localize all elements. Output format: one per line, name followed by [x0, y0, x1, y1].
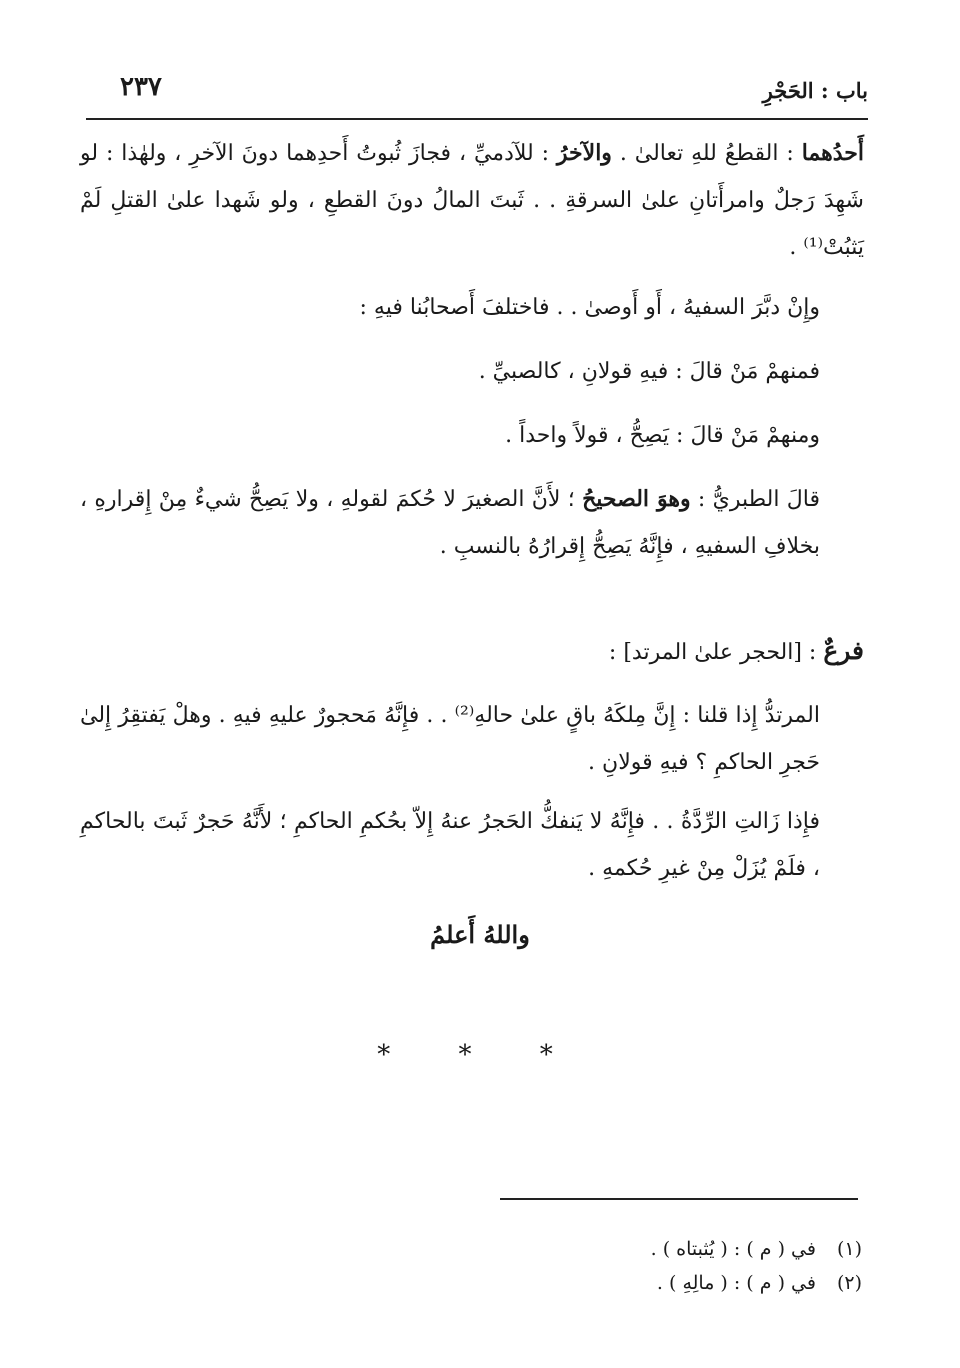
main-text-bottom [80, 692, 864, 892]
footnote-text: في ( م ) : ( مالِهِ ) . [656, 1272, 816, 1294]
paragraph-text: ومنهمْ مَنْ قالَ : يَصِحُّ ، قولاً واحداً . [505, 423, 820, 448]
paragraph-2 [80, 284, 864, 331]
paragraph-5 [80, 476, 864, 570]
footnotes [651, 1232, 862, 1300]
paragraph-6 [80, 692, 864, 786]
emphasis: وهوَ الصحيحُ [582, 486, 691, 512]
paragraph-3 [80, 348, 864, 395]
section-label: فرعٌ [823, 636, 864, 665]
paragraph-7 [80, 798, 864, 892]
footnote-1 [651, 1232, 862, 1266]
section-heading [609, 636, 864, 665]
emphasis: والآخرُ [556, 140, 612, 166]
emphasis: أَحدُهما [801, 140, 864, 166]
paragraph-1 [80, 130, 864, 271]
paragraph-text: : للآدميِّ ، فجازَ ثُبوتُ أَحدِهما دونَ الآخرِ ، ولهٰذا : لو شَهِدَ رَجلٌ وامرأَتانِ علىٰ السرقةِ . . ثَبتَ المالُ دونَ القطعِ ، ولو شَهدا علىٰ القتلِ لَمْ يَثبُتْ⁽¹⁾ . [80, 141, 864, 260]
paragraph-text: : القطعُ للهِ تعالىٰ . [611, 141, 802, 166]
paragraph-text: فإِذا زَالتِ الرِّدَّةُ . . فإِنَّهُ لا يَنفكُّ الحَجرُ عنهُ إِلاّ بحُكمِ الحاكمِ ؛ لأَنَّهُ حَجرٌ ثَبتَ بالحاكمِ ، فلَمْ يُزَلْ مِنْ غيرِ حُكمهِ . [80, 809, 820, 881]
paragraph-text: المرتدُّ إِذا قلنا : إِنَّ مِلكَهُ باقٍ علىٰ حالهِ⁽²⁾ . . فإِنَّهُ مَحجورٌ عليهِ فيهِ . وهلْ يَفتقِرُ إِلىٰ حَجرِ الحاكمِ ؟ فيهِ قولانِ . [80, 703, 820, 775]
main-text-top [80, 130, 864, 271]
main-text-mid [80, 284, 864, 570]
footnote-text: في ( م ) : ( يُثبتاه ) . [650, 1238, 816, 1260]
header-rule [86, 118, 868, 120]
closing-phrase: واللهُ أَعلمُ [430, 920, 530, 949]
footnote-2 [651, 1266, 862, 1300]
section-title: : [الحجر علىٰ المرتد] : [608, 640, 824, 665]
asterism-separator: * * * [377, 1040, 583, 1070]
footnote-number: (١) [836, 1238, 862, 1260]
paragraph-text: ؛ لأَنَّ الصغيرَ لا حُكمَ لقولهِ ، ولا يَصِحُّ شيءٌ مِنْ إِقرارهِ ، بخلافِ السفيهِ ، فإِنَّهُ يَصِحُّ إِقرارُهُ بالنسبِ . [80, 487, 820, 559]
paragraph-text: وإِنْ دبَّرَ السفيهُ ، أَو أَوصىٰ . . فاختلفَ أَصحابُنا فيهِ : [359, 295, 820, 320]
footnote-number: (٢) [836, 1272, 862, 1294]
footnote-rule [500, 1198, 858, 1200]
page-number: ٢٣٧ [120, 72, 162, 102]
page-header [86, 72, 868, 112]
paragraph-text: فمنهمْ مَنْ قالَ : فيهِ قولانِ ، كالصبيِّ . [478, 359, 820, 384]
running-title: باب : الحَجْرِ [762, 78, 868, 103]
paragraph-text: قالَ الطبريُّ : [690, 487, 820, 512]
paragraph-4 [80, 412, 864, 459]
